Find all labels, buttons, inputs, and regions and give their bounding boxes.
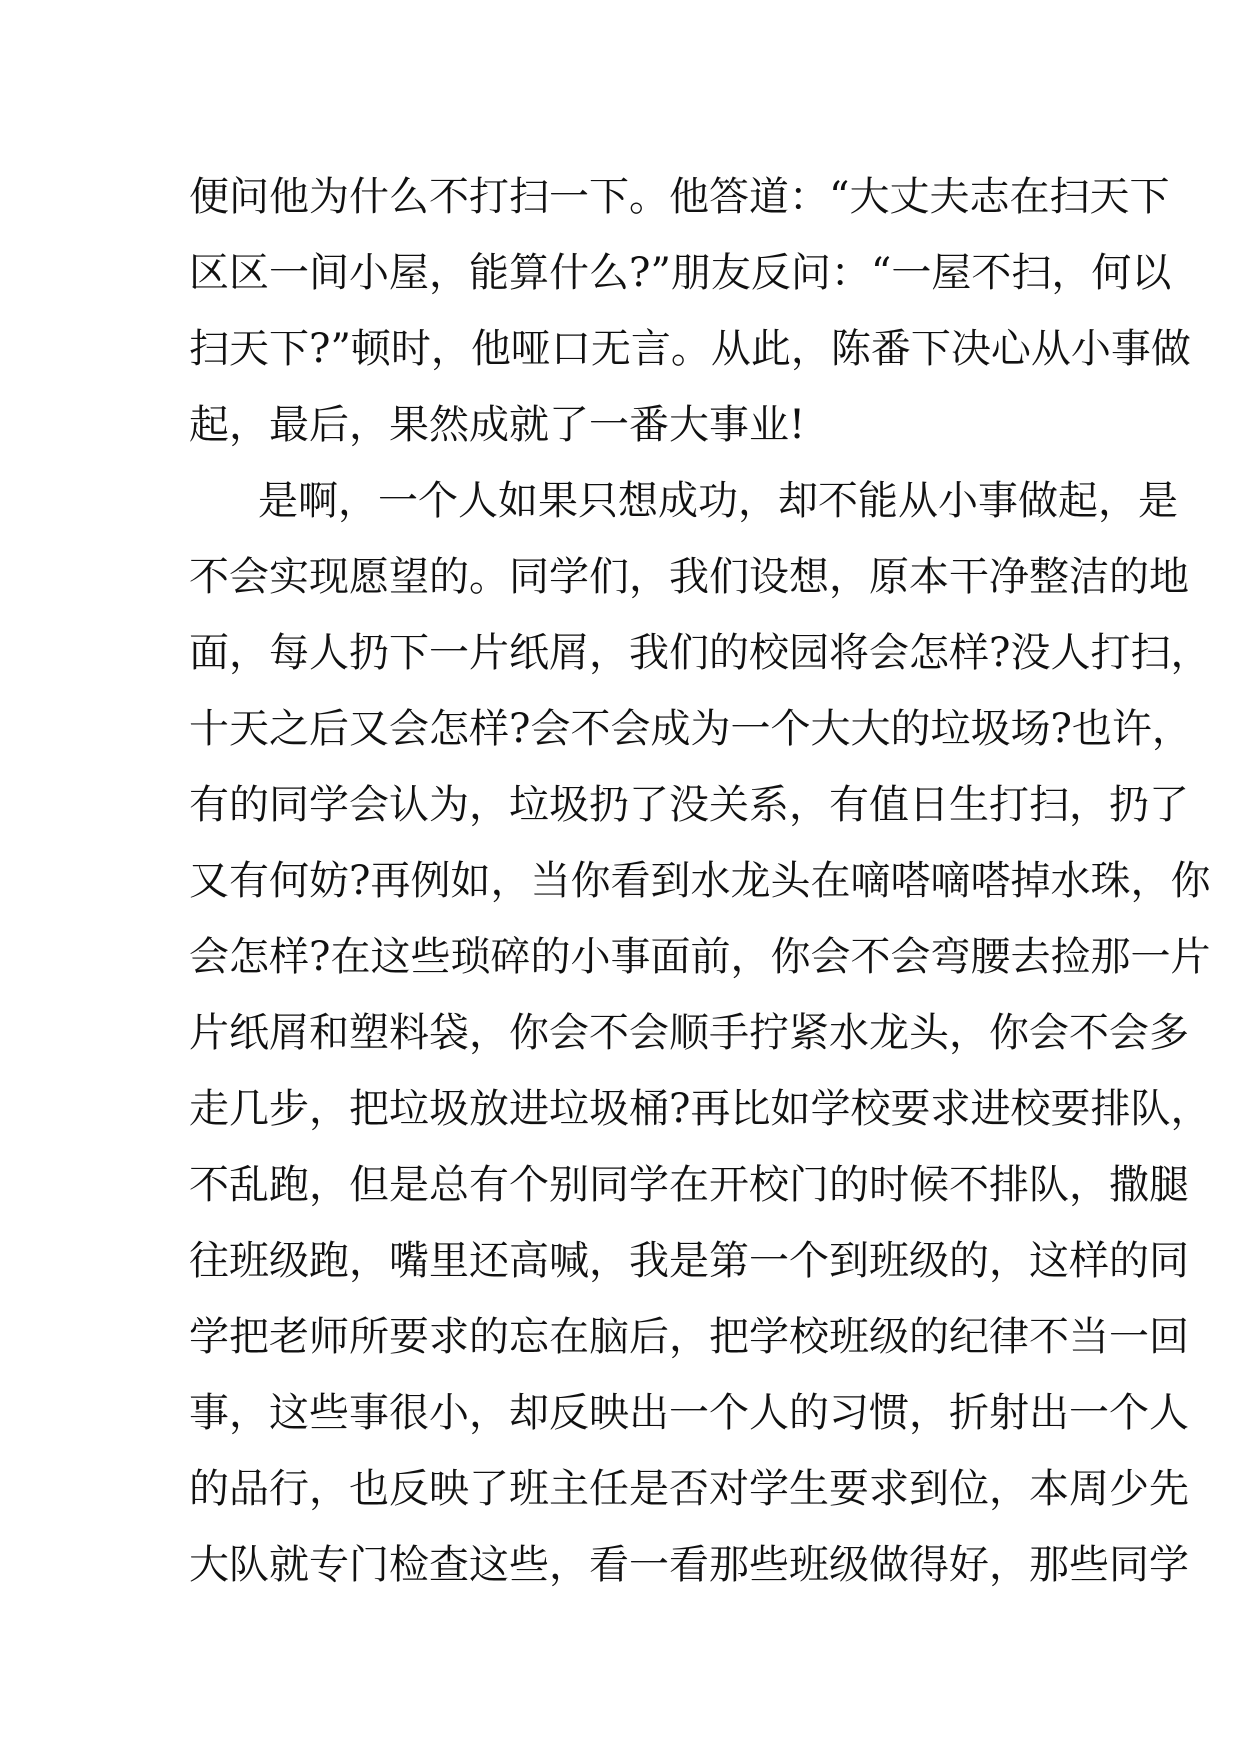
text-line: 又有何妨?再例如，当你看到水龙头在嘀嗒嘀嗒掉水珠，你 — [189, 858, 1211, 904]
text-line: 起，最后，果然成就了一番大事业! — [189, 402, 806, 448]
text-line: 的品行，也反映了班主任是否对学生要求到位，本周少先 — [189, 1466, 1189, 1512]
text-line: 有的同学会认为，垃圾扔了没关系，有值日生打扫，扔了 — [189, 782, 1189, 828]
text-line: 面，每人扔下一片纸屑，我们的校园将会怎样?没人打扫， — [189, 630, 1211, 676]
paragraph-1 — [189, 159, 1191, 463]
text-line: 不会实现愿望的。同学们，我们设想，原本干净整洁的地 — [189, 554, 1189, 600]
text-line: 扫天下?”顿时，他哑口无言。从此，陈番下决心从小事做 — [189, 326, 1191, 372]
text-line: 片纸屑和塑料袋，你会不会顺手拧紧水龙头，你会不会多 — [189, 1010, 1189, 1056]
text-line: 区区一间小屋，能算什么?”朋友反问：“一屋不扫，何以 — [189, 250, 1172, 296]
text-line: 是啊，一个人如果只想成功，却不能从小事做起，是 — [258, 478, 1178, 524]
paragraph-2 — [189, 463, 1211, 1603]
text-line: 会怎样?在这些琐碎的小事面前，你会不会弯腰去捡那一片 — [189, 934, 1211, 980]
text-line: 便问他为什么不打扫一下。他答道：“大丈夫志在扫天下 — [189, 174, 1170, 220]
text-line: 走几步，把垃圾放进垃圾桶?再比如学校要求进校要排队， — [189, 1086, 1211, 1132]
text-line: 往班级跑，嘴里还高喊，我是第一个到班级的，这样的同 — [189, 1238, 1189, 1284]
text-line: 事，这些事很小，却反映出一个人的习惯，折射出一个人 — [189, 1390, 1189, 1436]
text-line: 十天之后又会怎样?会不会成为一个大大的垃圾场?也许， — [189, 706, 1192, 752]
text-line: 大队就专门检查这些，看一看那些班级做得好，那些同学 — [189, 1542, 1189, 1588]
body-text — [189, 159, 1211, 1603]
text-line: 学把老师所要求的忘在脑后，把学校班级的纪律不当一回 — [189, 1314, 1189, 1360]
text-line: 不乱跑，但是总有个别同学在开校门的时候不排队，撒腿 — [189, 1162, 1189, 1208]
